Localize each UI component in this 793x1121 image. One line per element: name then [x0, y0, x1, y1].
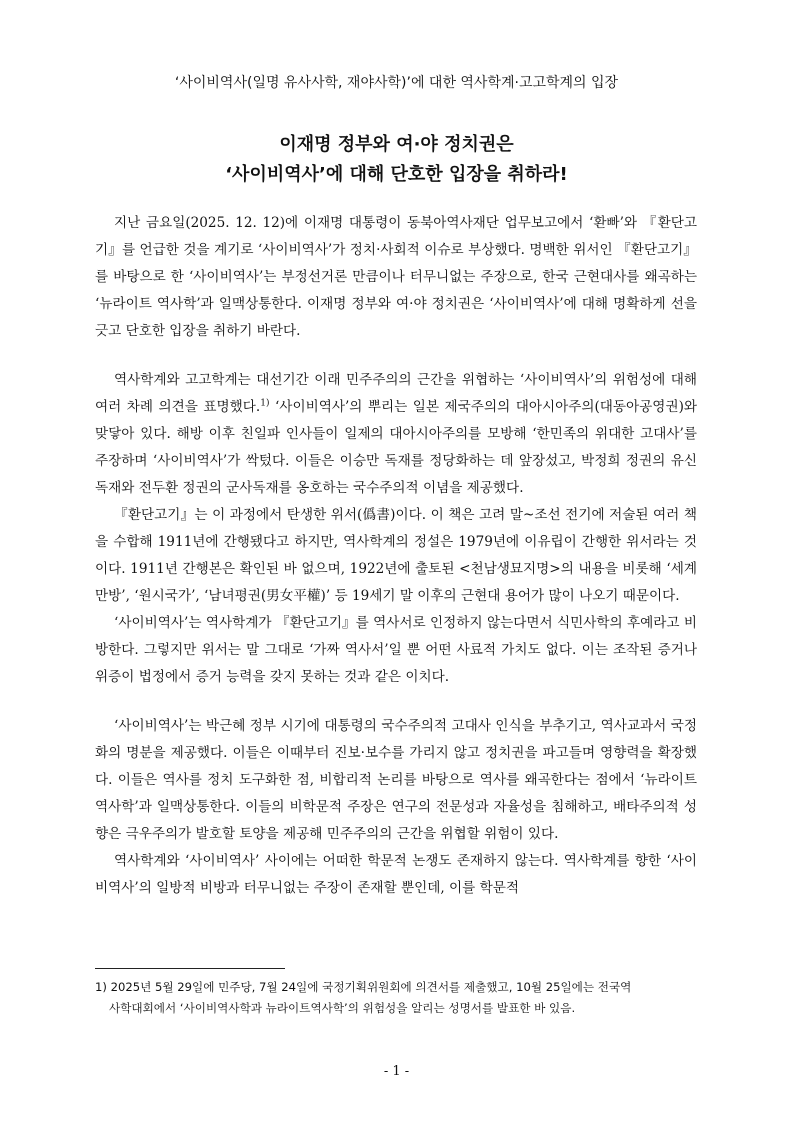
paragraph-3: 『환단고기』는 이 과정에서 탄생한 위서(僞書)이다. 이 책은 고려 말~조선 전기에 저술된 여러 책을 수합해 1911년에 간행됐다고 하지만, 역사학계의 정설은 1979년에 이유립이 간행한 위서라는 것이다. 1911년 간행본은 확인된 바 없으며, 1922년에 출토된 <천남생묘지명>의 내용을 비롯해 ‘세계만방’, ‘원시국가’, ‘남녀평권(男女平權)’ 등 19세기 말 이후의 근현대 용어가 많이 나오기 때문이다.	[95, 507, 697, 604]
paragraph-2-text-b: ‘사이비역사’의 뿌리는 일본 제국주의의 대아시아주의(대동아공영권)와 맞닿아 있다. 해방 이후 친일파 인사들이 일제의 대아시아주의를 모방해 ‘한민족의 위대한 고대사’를 주장하며 ‘사이비역사’가 싹텄다. 이들은 이승만 독재를 정당화하는 데 앞장섰고, 박정희 정권의 유신독재와 전두환 정권의 군사독재를 옹호하는 국수주의적 이념을 제공했다.	[95, 399, 698, 496]
title-line-2: ‘사이비역사’에 대해 단호한 입장을 취하라!	[225, 164, 568, 185]
paragraph-6: 역사학계와 ‘사이비역사’ 사이에는 어떠한 학문적 논쟁도 존재하지 않는다. 역사학계를 향한 ‘사이비역사’의 일방적 비방과 터무니없는 주장이 존재할 뿐인데, 이를 학문적	[95, 853, 697, 896]
paragraph-5: ‘사이비역사’는 박근혜 정부 시기에 대통령의 국수주의적 고대사 인식을 부추기고, 역사교과서 국정화의 명분을 제공했다. 이들은 이때부터 진보·보수를 가리지 않고 정치권을 파고들며 영향력을 확장했다. 이들은 역사를 정치 도구화한 점, 비합리적 논리를 바탕으로 역사를 왜곡한다는 점에서 ‘뉴라이트 역사학’과 일맥상통한다. 이들의 비학문적 주장은 연구의 전문성과 자율성을 침해하고, 배타주의적 성향은 극우주의가 발호할 토양을 제공해 민주주의의 근간을 위협할 위험이 있다.	[95, 718, 697, 842]
paragraph-1: 지난 금요일(2025. 12. 12)에 이재명 대통령이 동북아역사재단 업무보고에서 ‘환빠’와 『환단고기』를 언급한 것을 계기로 ‘사이비역사’가 정치·사회적 이슈로 부상했다. 명백한 위서인 『환단고기』를 바탕으로 한 ‘사이비역사’는 부정선거론 만큼이나 터무니없는 주장으로, 한국 근현대사를 왜곡하는 ‘뉴라이트 역사학’과 일맥상통한다. 이재명 정부와 여·야 정치권은 ‘사이비역사’에 대해 명확하게 선을 긋고 단호한 입장을 취하기 바란다.	[95, 215, 697, 339]
footnote-line-2: 사학대회에서 ‘사이비역사학과 뉴라이트역사학’의 위험성을 알리는 성명서를 발표한 바 있음.	[109, 1001, 576, 1015]
footnote-ref-1: 1)	[260, 398, 270, 409]
paragraph-2-text-a: 역사학계와 고고학계는 대선기간 이래 민주주의의 근간을 위협하는 ‘사이비역사’의 위험성에 대해 여러 차례 의견을 표명했다.	[95, 372, 697, 415]
document-title	[0, 130, 793, 190]
footnote-divider	[95, 968, 285, 969]
document-header: ‘사이비역사(일명 유사사학, 재야사학)’에 대한 역사학계·고고학계의 입장	[174, 75, 619, 91]
title-line-1: 이재명 정부와 여·야 정치권은	[279, 134, 514, 155]
page-number: - 1 -	[383, 1064, 410, 1079]
footnote-line-1: 1) 2025년 5월 29일에 민주당, 7월 24일에 국정기획위원회에 의견서를 제출했고, 10월 25일에는 전국역	[95, 980, 632, 994]
footnote	[95, 977, 697, 1019]
document-body	[95, 210, 697, 902]
paragraph-4: ‘사이비역사’는 역사학계가 『환단고기』를 역사서로 인정하지 않는다면서 식민사학의 후예라고 비방한다. 그렇지만 위서는 말 그대로 ‘가짜 역사서’일 뿐 어떤 사료적 가치도 없다. 이는 조작된 증거나 위증이 법정에서 증거 능력을 갖지 못하는 것과 같은 이치다.	[95, 615, 697, 685]
paragraph-2	[95, 367, 697, 502]
